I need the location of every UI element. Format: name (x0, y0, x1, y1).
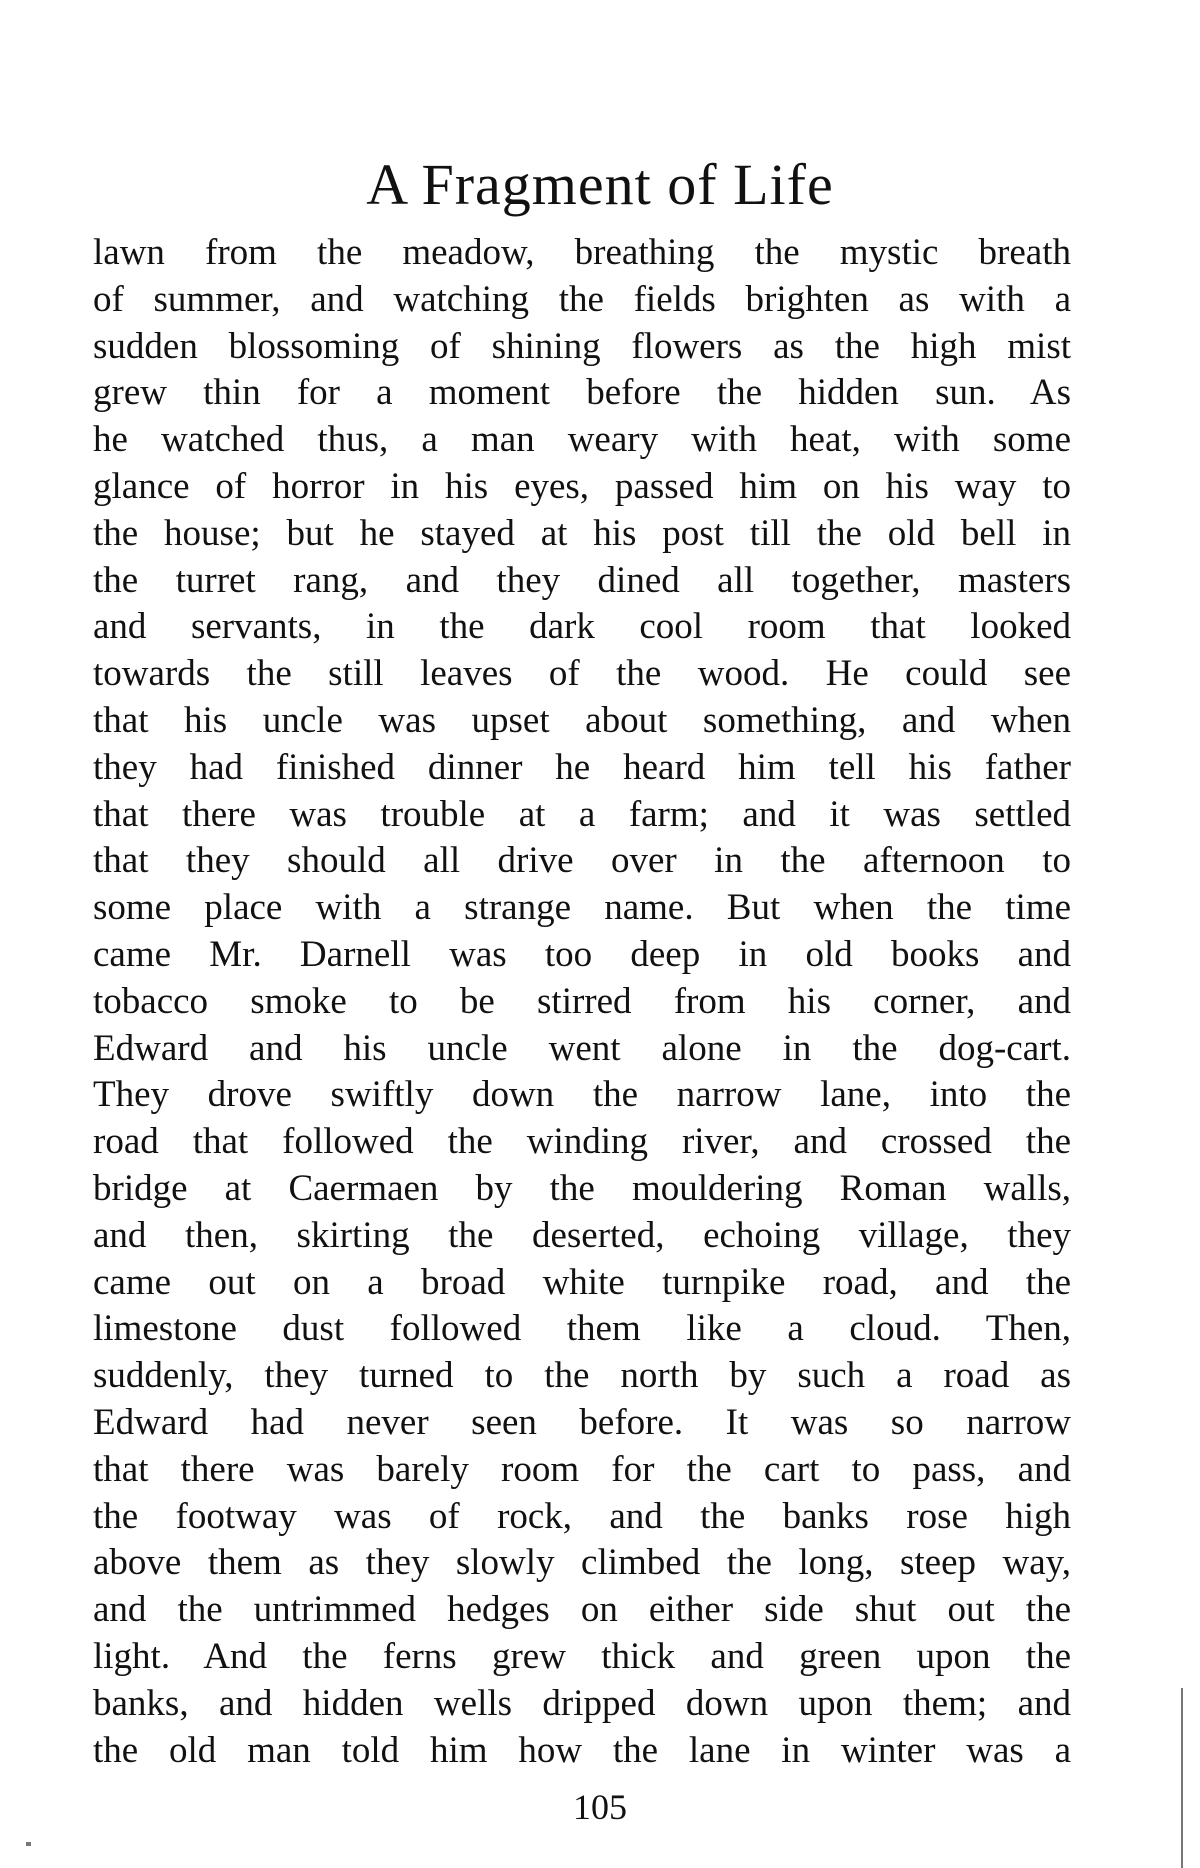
running-head: A Fragment of Life (366, 152, 834, 217)
text-line: the footway was of rock, and the banks rose high (93, 1495, 1071, 1537)
text-line: light. And the ferns grew thick and green upon the (93, 1635, 1071, 1677)
text-line: sudden blossoming of shining flowers as the high mist (93, 325, 1071, 367)
text-line: that there was barely room for the cart to pass, and (93, 1448, 1071, 1490)
text-line: came Mr. Darnell was too deep in old books and (93, 933, 1071, 975)
text-line: suddenly, they turned to the north by such a road as (93, 1355, 1071, 1397)
text-line: banks, and hidden wells dripped down upon them; and (93, 1682, 1071, 1724)
text-line: glance of horror in his eyes, passed him on his way to (93, 465, 1071, 507)
text-line: that they should all drive over in the afternoon to (93, 840, 1071, 882)
text-line: lawn from the meadow, breathing the mystic breath (93, 232, 1071, 273)
text-line: and the untrimmed hedges on either side shut out the (93, 1589, 1071, 1631)
page-number: 105 (573, 1787, 627, 1827)
text-line: the turret rang, and they dined all together, masters (93, 559, 1071, 601)
text-line: and servants, in the dark cool room that looked (93, 606, 1071, 648)
text-line: of summer, and watching the fields brighten as with a (93, 278, 1071, 320)
text-line: the house; but he stayed at his post till the old bell in (93, 512, 1071, 554)
scan-edge-mark (1181, 1688, 1183, 1868)
text-line: tobacco smoke to be stirred from his corner, and (93, 980, 1071, 1022)
text-line: that there was trouble at a farm; and it was settled (93, 793, 1071, 835)
text-line: limestone dust followed them like a cloud. Then, (93, 1308, 1071, 1350)
text-line: road that followed the winding river, and crossed the (93, 1121, 1071, 1163)
text-line: he watched thus, a man weary with heat, with some (93, 419, 1071, 461)
text-line: came out on a broad white turnpike road, and the (93, 1261, 1071, 1303)
text-line: Edward had never seen before. It was so narrow (93, 1401, 1071, 1443)
body-text (93, 230, 1071, 1774)
text-line: the old man told him how the lane in winter was a (93, 1729, 1071, 1771)
text-line: above them as they slowly climbed the long, steep way, (93, 1542, 1071, 1584)
text-line: They drove swiftly down the narrow lane, into the (93, 1074, 1071, 1116)
text-line: towards the still leaves of the wood. He could see (93, 653, 1071, 695)
text-line: they had finished dinner he heard him tell his father (93, 746, 1071, 788)
text-line: some place with a strange name. But when the time (93, 887, 1071, 929)
text-line: and then, skirting the deserted, echoing village, they (93, 1214, 1071, 1256)
text-line: grew thin for a moment before the hidden sun. As (93, 372, 1071, 414)
scan-speck-mark (26, 1842, 31, 1846)
text-line: Edward and his uncle went alone in the dog-cart. (93, 1027, 1071, 1069)
text-line: bridge at Caermaen by the mouldering Roman walls, (93, 1167, 1071, 1209)
text-line: that his uncle was upset about something, and when (93, 699, 1071, 741)
